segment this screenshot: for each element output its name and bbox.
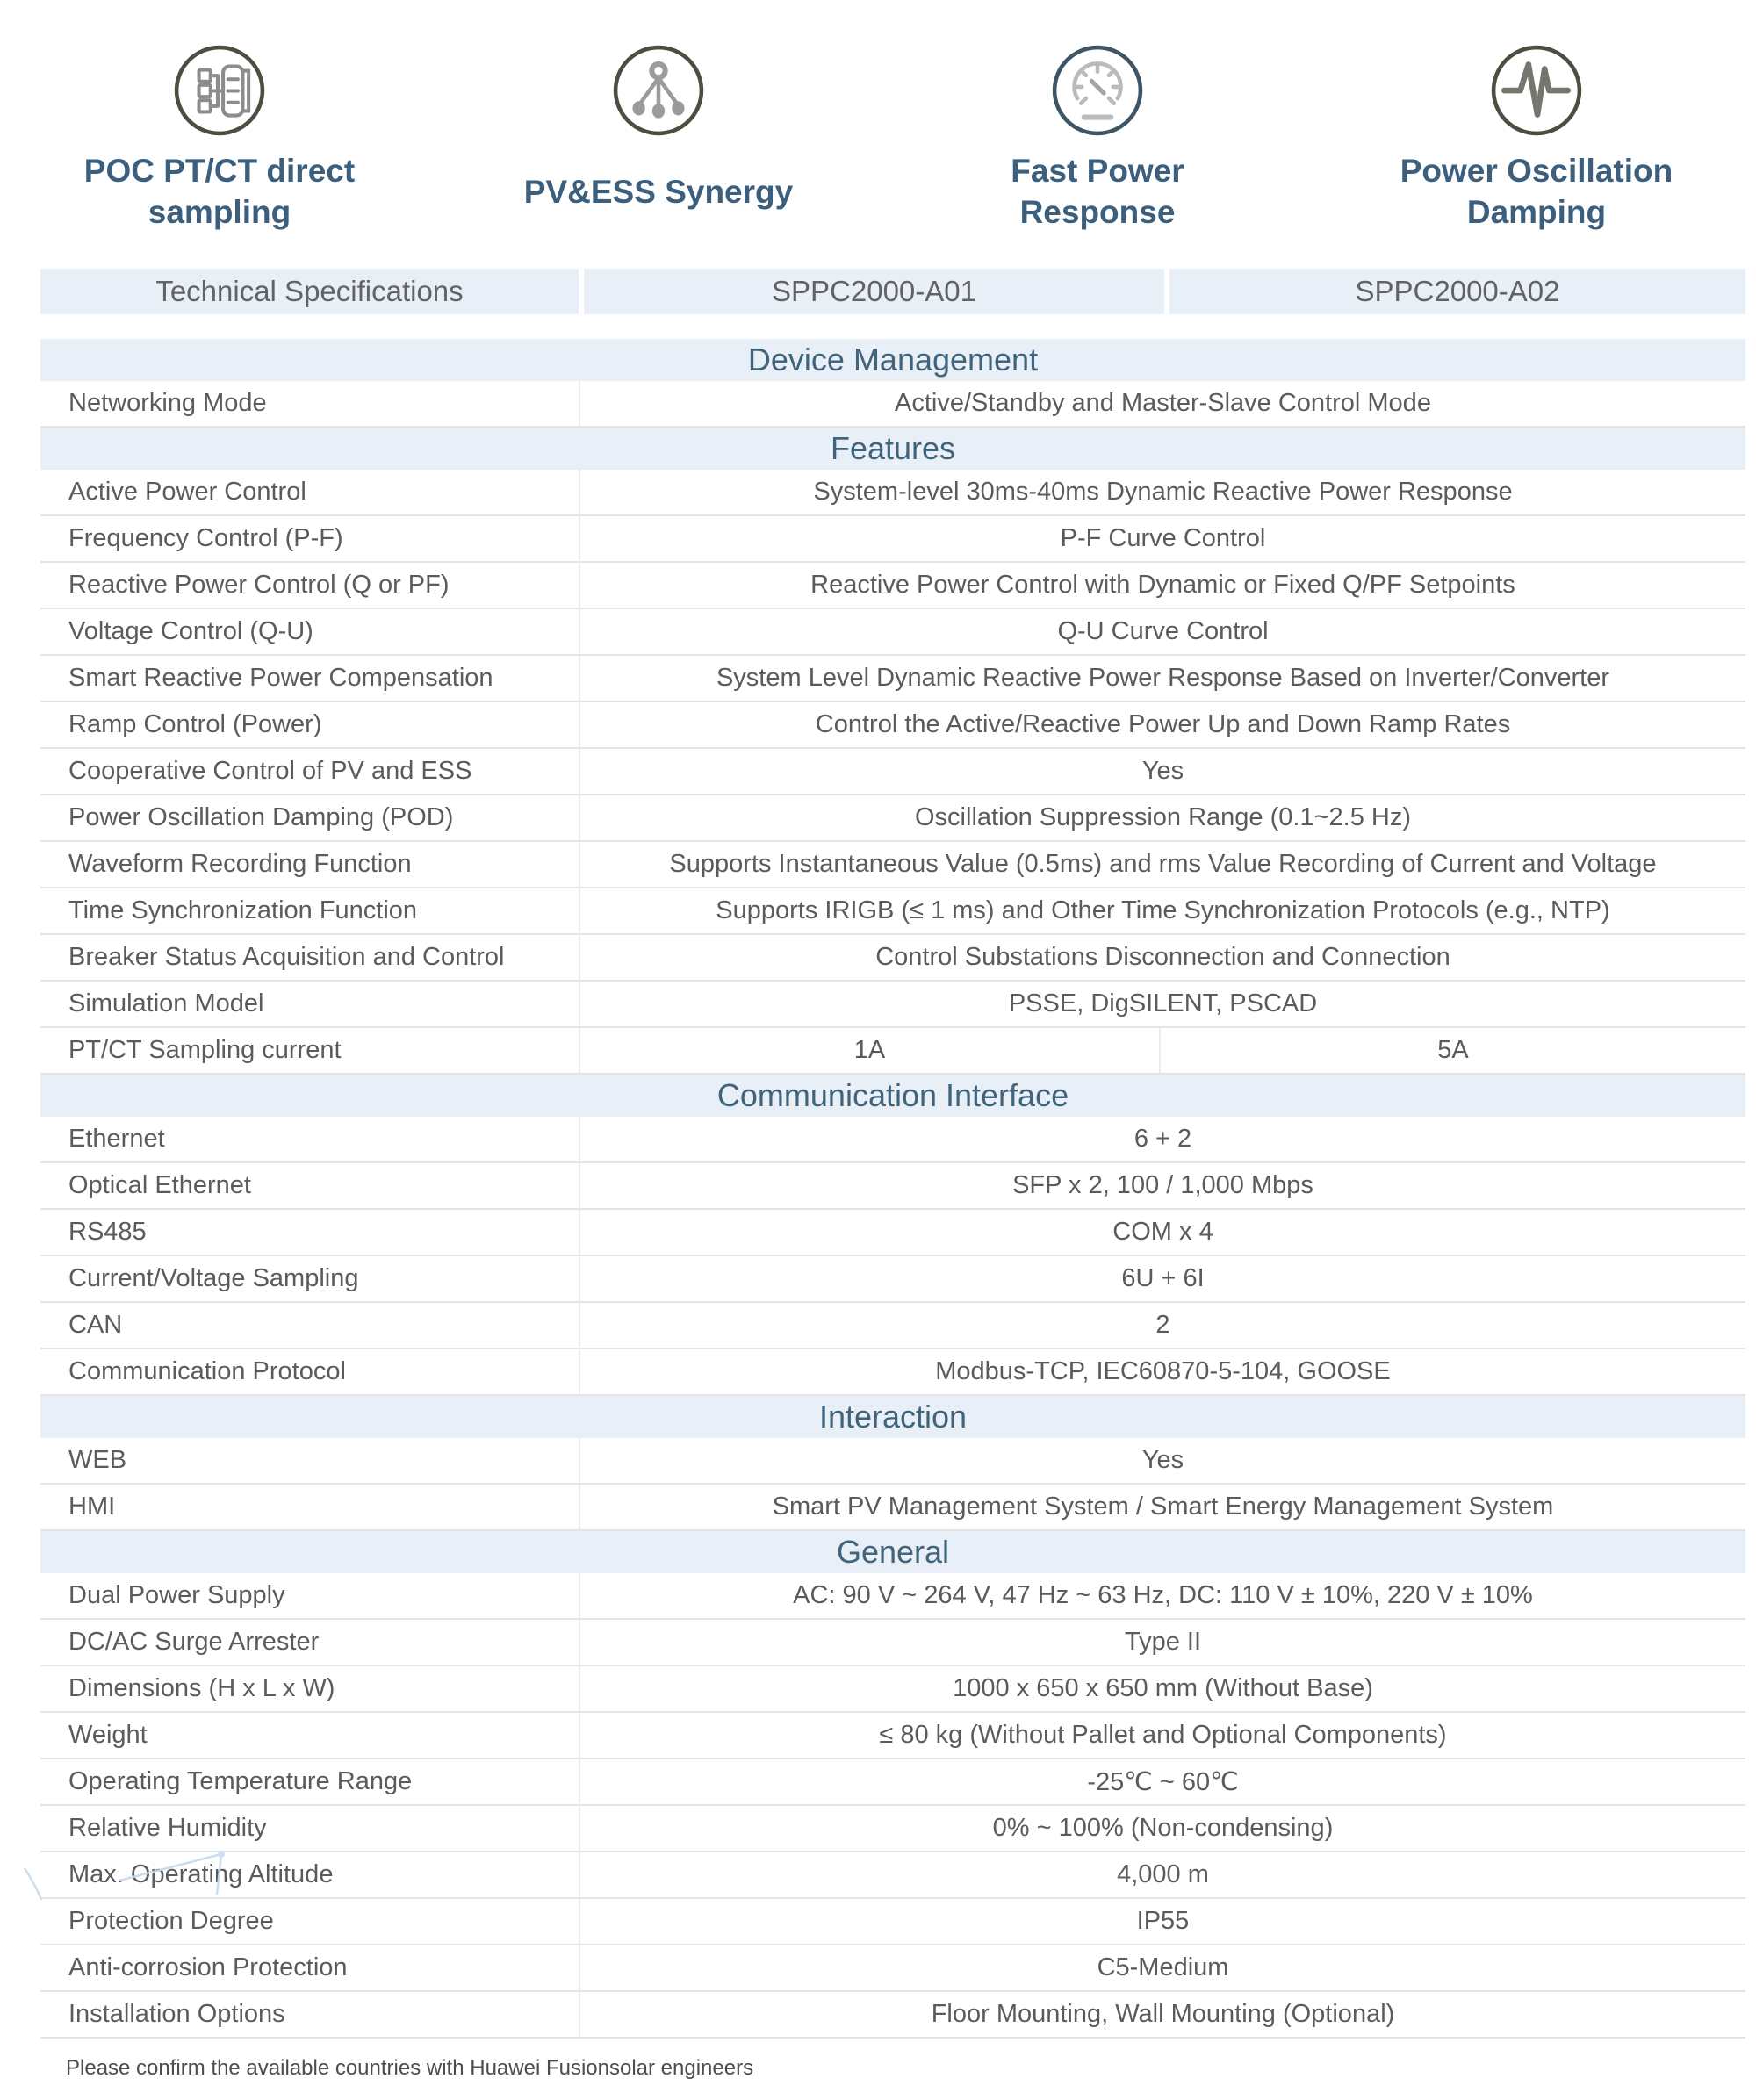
spec-label: Operating Temperature Range xyxy=(68,1767,413,1795)
spec-label: Weight xyxy=(68,1721,148,1749)
spec-value: PSSE, DigSILENT, PSCAD xyxy=(579,982,1745,1026)
spec-row xyxy=(40,1117,1745,1163)
spec-row xyxy=(40,1485,1745,1531)
spec-label: PT/CT Sampling current xyxy=(68,1036,342,1064)
spec-label: Relative Humidity xyxy=(68,1814,267,1842)
feature-pv-ess-synergy xyxy=(439,44,878,269)
spec-row xyxy=(40,795,1745,842)
table-sections xyxy=(40,339,1745,2039)
spec-value: Q-U Curve Control xyxy=(579,609,1745,654)
feature-power-oscillation-damping xyxy=(1317,44,1756,269)
spec-label: Cooperative Control of PV and ESS xyxy=(68,757,472,785)
spec-value: Type II xyxy=(579,1620,1745,1665)
spec-value: Yes xyxy=(579,1438,1745,1483)
spec-row xyxy=(40,1713,1745,1759)
spec-label: Protection Degree xyxy=(68,1907,274,1935)
section-header xyxy=(40,339,1745,381)
spec-value: Oscillation Suppression Range (0.1~2.5 Hz) xyxy=(579,795,1745,840)
spec-label: Max. Operating Altitude xyxy=(68,1860,334,1888)
spec-label: CAN xyxy=(68,1311,123,1339)
spec-row xyxy=(40,702,1745,749)
spec-label: RS485 xyxy=(68,1218,147,1246)
section-title: Communication Interface xyxy=(716,1077,1069,1113)
spec-value: P-F Curve Control xyxy=(579,516,1745,561)
spec-label: Dimensions (H x L x W) xyxy=(68,1674,335,1702)
spec-label: Power Oscillation Damping (POD) xyxy=(68,803,454,831)
spec-value: 0% ~ 100% (Non-condensing) xyxy=(579,1806,1745,1851)
spec-label: Ethernet xyxy=(68,1125,165,1153)
spec-row xyxy=(40,563,1745,609)
spec-label: Anti-corrosion Protection xyxy=(68,1953,348,1981)
spec-row xyxy=(40,1620,1745,1666)
spec-row xyxy=(40,1759,1745,1806)
feature-caption: Fast Power Response xyxy=(1011,153,1184,230)
spec-row xyxy=(40,1573,1745,1620)
spec-value-a02: 5A xyxy=(1159,1028,1745,1073)
spec-row xyxy=(40,1303,1745,1349)
page-footer xyxy=(0,2056,1756,2081)
spec-label: Communication Protocol xyxy=(68,1357,346,1385)
spec-value: 4,000 m xyxy=(579,1852,1745,1897)
spec-label: Voltage Control (Q-U) xyxy=(68,617,313,645)
header-gap xyxy=(40,314,1745,339)
spec-value: Floor Mounting, Wall Mounting (Optional) xyxy=(579,1992,1745,2037)
spec-row xyxy=(40,1992,1745,2039)
spec-value: Smart PV Management System / Smart Energy Management System xyxy=(579,1485,1745,1529)
table-header-row xyxy=(40,269,1745,314)
spec-row xyxy=(40,1163,1745,1210)
spec-label: Frequency Control (P-F) xyxy=(68,524,343,552)
section-header xyxy=(40,1531,1745,1573)
section-title: Features xyxy=(830,430,956,466)
spec-row xyxy=(40,381,1745,428)
model-a01-header: SPPC2000-A01 xyxy=(584,269,1164,314)
spec-value: Modbus-TCP, IEC60870-5-104, GOOSE xyxy=(579,1349,1745,1394)
spec-row xyxy=(40,935,1745,982)
feature-caption: PV&ESS Synergy xyxy=(523,173,794,210)
oscillation-damping-pulse-icon xyxy=(1490,44,1583,137)
feature-highlights xyxy=(0,0,1756,269)
section-title: Device Management xyxy=(747,342,1039,378)
spec-table xyxy=(40,269,1745,2039)
spec-label: Networking Mode xyxy=(68,389,267,417)
spec-label: Breaker Status Acquisition and Control xyxy=(68,943,505,971)
spec-label: Waveform Recording Function xyxy=(68,850,412,878)
feature-caption: POC PT/CT direct sampling xyxy=(83,153,356,230)
spec-value: System Level Dynamic Reactive Power Response Based on Inverter/Converter xyxy=(579,656,1745,701)
table-header-title: Technical Specifications xyxy=(40,269,579,314)
spec-value: 2 xyxy=(579,1303,1745,1348)
model-a02-header: SPPC2000-A02 xyxy=(1169,269,1745,314)
spec-row xyxy=(40,1349,1745,1396)
spec-value: AC: 90 V ~ 264 V, 47 Hz ~ 63 Hz, DC: 110 V ± 10%, 220 V ± 10% xyxy=(579,1573,1745,1618)
spec-label: Time Synchronization Function xyxy=(68,896,418,924)
spec-row xyxy=(40,1438,1745,1485)
spec-row xyxy=(40,842,1745,888)
spec-row xyxy=(40,1256,1745,1303)
spec-value: Supports IRIGB (≤ 1 ms) and Other Time Synchronization Protocols (e.g., NTP) xyxy=(579,888,1745,933)
footer-note: Please confirm the available countries with Huawei Fusionsolar engineers xyxy=(66,2056,754,2080)
spec-value: SFP x 2, 100 / 1,000 Mbps xyxy=(579,1163,1745,1208)
spec-row xyxy=(40,1666,1745,1713)
spec-label: Smart Reactive Power Compensation xyxy=(68,664,493,692)
section-header xyxy=(40,1075,1745,1117)
spec-value: -25℃ ~ 60℃ xyxy=(579,1759,1745,1804)
pv-ess-synergy-icon xyxy=(612,44,705,137)
spec-value: Reactive Power Control with Dynamic or Fixed Q/PF Setpoints xyxy=(579,563,1745,608)
spec-row xyxy=(40,516,1745,563)
spec-label: Reactive Power Control (Q or PF) xyxy=(68,571,450,599)
spec-value: 6U + 6I xyxy=(579,1256,1745,1301)
spec-label: Current/Voltage Sampling xyxy=(68,1264,359,1292)
spec-value: 1000 x 650 x 650 mm (Without Base) xyxy=(579,1666,1745,1711)
spec-row xyxy=(40,749,1745,795)
spec-value: 6 + 2 xyxy=(579,1117,1745,1161)
spec-value: ≤ 80 kg (Without Pallet and Optional Components) xyxy=(579,1713,1745,1758)
spec-value: IP55 xyxy=(579,1899,1745,1944)
spec-value: COM x 4 xyxy=(579,1210,1745,1255)
spec-row xyxy=(40,1210,1745,1256)
spec-row xyxy=(40,1852,1745,1899)
spec-label: DC/AC Surge Arrester xyxy=(68,1628,320,1656)
spec-value: Yes xyxy=(579,749,1745,794)
spec-label: Optical Ethernet xyxy=(68,1171,251,1199)
feature-fast-power-response xyxy=(878,44,1317,269)
spec-value: Control the Active/Reactive Power Up and Down Ramp Rates xyxy=(579,702,1745,747)
spec-row xyxy=(40,1806,1745,1852)
spec-label: Ramp Control (Power) xyxy=(68,710,322,738)
spec-label: Installation Options xyxy=(68,2000,285,2028)
spec-value: Supports Instantaneous Value (0.5ms) and rms Value Recording of Current and Voltage xyxy=(579,842,1745,887)
poc-sampling-icon xyxy=(173,44,266,137)
spec-row xyxy=(40,656,1745,702)
spec-value-a01: 1A xyxy=(579,1028,1159,1073)
spec-row xyxy=(40,982,1745,1028)
spec-label: Simulation Model xyxy=(68,989,264,1018)
spec-label: Active Power Control xyxy=(68,478,306,506)
spec-label: Dual Power Supply xyxy=(68,1581,285,1609)
spec-row xyxy=(40,888,1745,935)
spec-value: System-level 30ms-40ms Dynamic Reactive Power Response xyxy=(579,470,1745,514)
section-header xyxy=(40,428,1745,470)
spec-value: Control Substations Disconnection and Connection xyxy=(579,935,1745,980)
spec-row xyxy=(40,1945,1745,1992)
feature-poc-sampling xyxy=(0,44,439,269)
spec-value: Active/Standby and Master-Slave Control Mode xyxy=(579,381,1745,426)
spec-row xyxy=(40,1899,1745,1945)
spec-row xyxy=(40,470,1745,516)
section-header xyxy=(40,1396,1745,1438)
spec-value: C5-Medium xyxy=(579,1945,1745,1990)
spec-label: HMI xyxy=(68,1492,116,1521)
feature-caption: Power Oscillation Damping xyxy=(1400,153,1673,230)
section-title: Interaction xyxy=(818,1399,968,1435)
spec-label: WEB xyxy=(68,1446,127,1474)
spec-row xyxy=(40,609,1745,656)
spec-row xyxy=(40,1028,1745,1075)
section-title: General xyxy=(836,1534,950,1570)
fast-response-gauge-icon xyxy=(1051,44,1144,137)
